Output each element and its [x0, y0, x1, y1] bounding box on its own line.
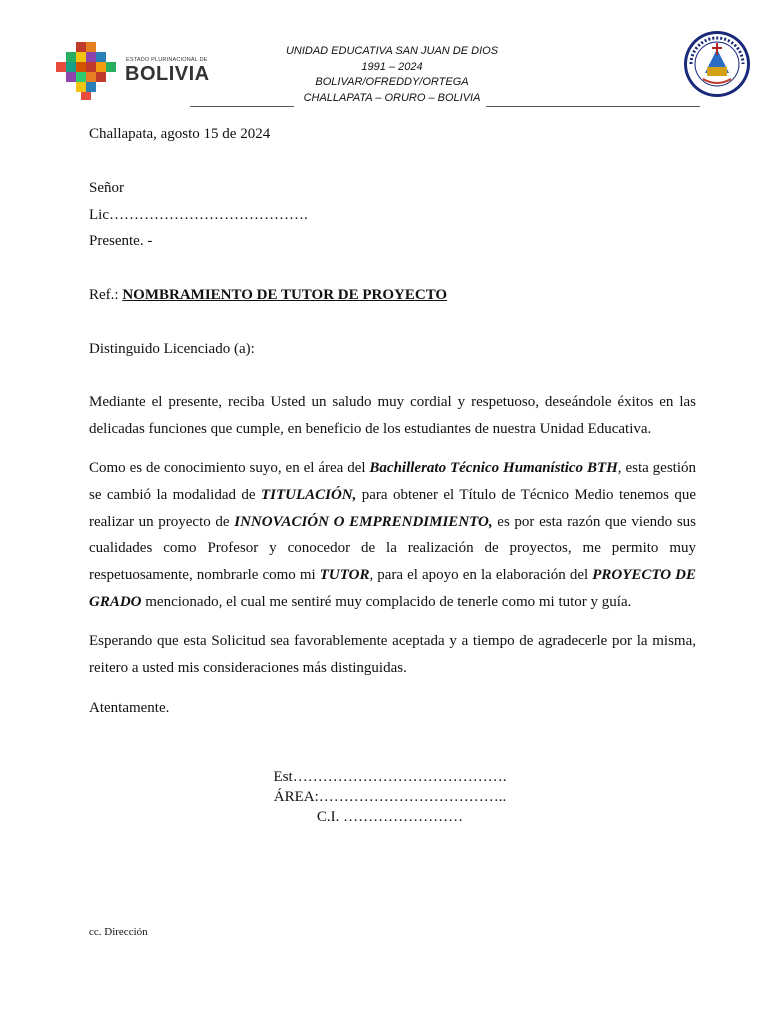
school-years: 1991 – 2024 — [361, 60, 423, 73]
paragraph-3: Esperando que esta Solicitud sea favorablemente aceptada y a tiempo de agradecerle por la misma, reitero a usted mis consideraciones más distinguidas. — [89, 633, 696, 676]
school-location: CHALLAPATA – ORURO – BOLIVIA — [303, 91, 481, 104]
salutation: Señor — [89, 180, 124, 196]
p2-bold-tutor: TUTOR — [319, 567, 370, 584]
logo-subtitle: ESTADO PLURINACIONAL DE — [126, 57, 208, 63]
p2-text-2: , esta gestión se cambió la modalidad de — [89, 460, 696, 503]
p2-bold-titulacion: TITULACIÓN, — [260, 486, 357, 503]
p2-bold-innovacion: INNOVACIÓN O EMPRENDIMIENTO, — [234, 513, 493, 530]
logo-title: BOLIVIA — [125, 63, 210, 85]
p2-text-4: es por esta razón que viendo sus cualidades como Profesor y conocedor de la realización de proyectos, me permito muy respetuosamente, nombrarle como mi — [89, 513, 697, 584]
paragraph-2 — [89, 455, 696, 616]
signature-student: Est……………………………………. — [273, 769, 507, 785]
school-seal-icon — [683, 29, 751, 99]
p2-text-1: Como es de conocimiento suyo, en el área del — [89, 460, 370, 476]
greeting: Distinguido Licenciado (a): — [89, 341, 255, 357]
school-name: UNIDAD EDUCATIVA SAN JUAN DE DIOS — [285, 45, 499, 57]
carbon-copy: cc. Dirección — [89, 926, 148, 938]
p2-bold-bth: Bachillerato Técnico Humanístico BTH — [369, 460, 618, 476]
p2-bold-proyecto: PROYECTO DE GRADO — [89, 567, 697, 610]
signature-block — [200, 767, 580, 827]
letter-date: Challapata, agosto 15 de 2024 — [89, 126, 271, 142]
reference-title: NOMBRAMIENTO DE TUTOR DE PROYECTO — [122, 287, 448, 303]
p2-text-5: , para el apoyo en la elaboración del — [369, 567, 593, 584]
seal-text — [0, 0, 1, 1]
presente-line: Presente. - — [89, 233, 153, 249]
reference-label: Ref.: — [89, 287, 123, 303]
school-founders: BOLIVAR/OFREDDY/ORTEGA — [315, 76, 469, 88]
letterhead — [0, 0, 768, 110]
reference-line — [89, 287, 447, 304]
p2-text-6: mencionado, el cual me sentiré muy complacido de tenerle como mi tutor y guía. — [141, 593, 632, 610]
header-rule-left — [190, 106, 294, 107]
p2-text-3: para obtener el Título de Técnico Medio tenemos que realizar un proyecto de — [89, 486, 696, 530]
closing: Atentamente. — [89, 700, 170, 716]
signature-ci: C.I. …………………… — [316, 809, 464, 825]
paragraph-1: Mediante el presente, reciba Usted un saludo muy cordial y respetuoso, deseándole éxitos en las delicadas funciones que cumple, en beneficio de los estudiantes de nuestra Unidad Educativa. — [89, 394, 696, 437]
addressee-line: Lic…………………………………. — [89, 207, 308, 223]
header-rule-right — [486, 106, 700, 107]
signature-area: ÁREA:……………………………….. — [273, 789, 507, 805]
school-header — [230, 44, 554, 106]
